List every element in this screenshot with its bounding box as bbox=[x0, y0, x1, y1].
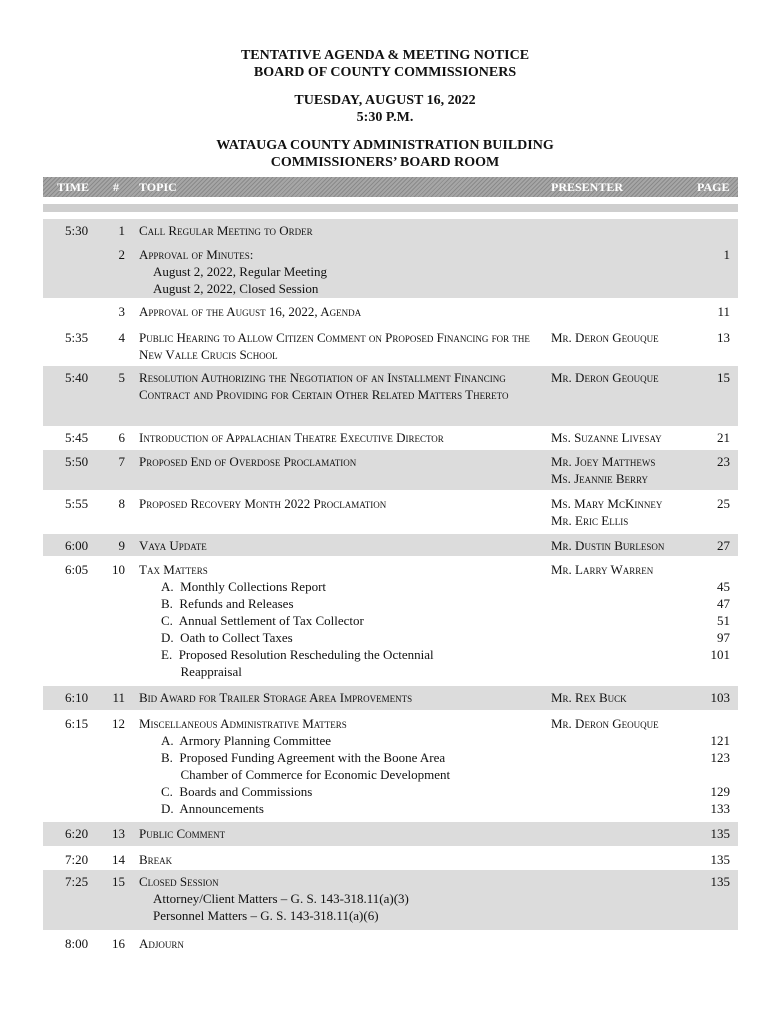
page-number: 135 bbox=[710, 874, 730, 889]
presenter-name: Mr. Dustin Burleson bbox=[551, 538, 665, 553]
item-time: 5:50 bbox=[65, 454, 89, 469]
col-number: # bbox=[113, 180, 119, 194]
page-number: 45 bbox=[717, 579, 730, 594]
item-sub-topic: B. Refunds and Releases bbox=[161, 596, 294, 611]
item-topic-title: Introduction of Appalachian Theatre Executive Director bbox=[139, 430, 444, 445]
item-topic bbox=[139, 935, 549, 952]
item-sub-topic: D. Announcements bbox=[161, 801, 264, 816]
agenda-item-row bbox=[43, 932, 738, 954]
page-number: 121 bbox=[710, 733, 730, 748]
item-time: 6:20 bbox=[65, 826, 89, 841]
page-number: 25 bbox=[717, 496, 730, 511]
item-presenter bbox=[551, 369, 701, 386]
item-topic-title: Miscellaneous Administrative Matters bbox=[139, 716, 347, 731]
item-sub-topic: D. Oath to Collect Taxes bbox=[161, 630, 293, 645]
item-topic bbox=[139, 495, 549, 512]
item-topic bbox=[139, 851, 549, 868]
item-time: 5:35 bbox=[65, 330, 89, 345]
item-presenter bbox=[551, 689, 701, 706]
page-number: 11 bbox=[717, 304, 730, 319]
item-topic-title: Proposed End of Overdose Proclamation bbox=[139, 454, 357, 469]
item-presenter bbox=[551, 561, 701, 578]
page-number bbox=[680, 715, 730, 732]
item-topic-title: Bid Award for Trailer Storage Area Improvements bbox=[139, 690, 413, 705]
item-number: 2 bbox=[118, 247, 125, 262]
agenda-item-row bbox=[43, 686, 738, 710]
header-separator bbox=[43, 204, 738, 212]
agenda-item-row bbox=[43, 848, 738, 870]
item-topic-title: Call Regular Meeting to Order bbox=[139, 223, 313, 238]
col-page: PAGE bbox=[697, 180, 730, 194]
item-page bbox=[680, 537, 730, 554]
meeting-time: 5:30 P.M. bbox=[356, 110, 414, 125]
item-number: 1 bbox=[118, 223, 125, 238]
item-topic bbox=[139, 689, 549, 706]
agenda-item-row bbox=[43, 712, 738, 820]
page-number: 15 bbox=[717, 370, 730, 385]
item-sub-topic: Attorney/Client Matters – G. S. 143-318.11(a)(3) bbox=[153, 891, 409, 906]
item-topic-title: Resolution Authorizing the Negotiation of an Installment Financing Contract and Providing for Certain Other Related Matters Thereto bbox=[139, 370, 509, 402]
item-presenter bbox=[551, 453, 701, 487]
item-sub-topic: Personnel Matters – G. S. 143-318.11(a)(6) bbox=[153, 908, 379, 923]
item-topic bbox=[139, 825, 549, 842]
item-topic bbox=[139, 329, 549, 363]
item-number: 7 bbox=[118, 454, 125, 469]
page-number: 133 bbox=[710, 801, 730, 816]
page-number: 13 bbox=[717, 330, 730, 345]
item-topic-title: Tax Matters bbox=[139, 562, 208, 577]
presenter-name: Mr. Rex Buck bbox=[551, 690, 627, 705]
item-number: 4 bbox=[118, 330, 125, 345]
item-topic bbox=[139, 429, 549, 446]
agenda-item-row bbox=[43, 219, 738, 243]
col-presenter: PRESENTER bbox=[551, 180, 624, 194]
item-page bbox=[680, 303, 730, 320]
item-topic bbox=[139, 561, 549, 680]
item-sub-topic: August 2, 2022, Regular Meeting bbox=[153, 264, 328, 279]
presenter-name: Mr. Larry Warren bbox=[551, 562, 654, 577]
item-presenter bbox=[551, 715, 701, 732]
item-page bbox=[680, 825, 730, 842]
item-topic bbox=[139, 246, 549, 297]
item-topic bbox=[139, 453, 549, 470]
agenda-item-row bbox=[43, 558, 738, 684]
agenda-item-row bbox=[43, 300, 738, 324]
presenter-name: Mr. Deron Geouque bbox=[551, 330, 659, 345]
item-time: 7:20 bbox=[65, 852, 89, 867]
item-number: 15 bbox=[112, 874, 125, 889]
item-page bbox=[680, 851, 730, 868]
item-page bbox=[680, 429, 730, 446]
item-time: 5:40 bbox=[65, 370, 89, 385]
item-topic bbox=[139, 715, 549, 817]
item-time: 6:15 bbox=[65, 716, 89, 731]
item-page bbox=[680, 369, 730, 386]
item-sub-topic: August 2, 2022, Closed Session bbox=[153, 281, 319, 296]
item-presenter bbox=[551, 429, 701, 446]
item-presenter bbox=[551, 495, 701, 529]
meeting-location: WATAUGA COUNTY ADMINISTRATION BUILDING bbox=[216, 138, 554, 153]
agenda-title: TENTATIVE AGENDA & MEETING NOTICE bbox=[240, 48, 530, 63]
agenda-item-row bbox=[43, 326, 738, 364]
item-topic bbox=[139, 537, 549, 554]
presenter-name: Mr. Eric Ellis bbox=[551, 513, 629, 528]
item-topic bbox=[139, 873, 549, 924]
presenter-name: Ms. Jeannie Berry bbox=[551, 471, 649, 486]
page-number: 129 bbox=[710, 784, 730, 799]
item-page bbox=[680, 561, 730, 663]
item-topic-title: Vaya Update bbox=[139, 538, 207, 553]
item-sub-topic: B. Proposed Funding Agreement with the Boone Area bbox=[161, 750, 446, 765]
item-sub-topic: C. Boards and Commissions bbox=[161, 784, 313, 799]
item-sub-topic: A. Armory Planning Committee bbox=[161, 733, 332, 748]
item-sub-topic: Chamber of Commerce for Economic Development bbox=[161, 767, 451, 782]
item-page bbox=[680, 453, 730, 470]
item-number: 14 bbox=[112, 852, 125, 867]
item-number: 11 bbox=[112, 690, 125, 705]
item-number: 9 bbox=[118, 538, 125, 553]
page-number: 135 bbox=[710, 826, 730, 841]
item-number: 13 bbox=[112, 826, 125, 841]
col-topic: TOPIC bbox=[139, 180, 177, 194]
item-number: 16 bbox=[112, 936, 125, 951]
agenda-item-row bbox=[43, 366, 738, 426]
page-number: 23 bbox=[717, 454, 730, 469]
item-time: 6:10 bbox=[65, 690, 89, 705]
agenda-table-header bbox=[43, 177, 738, 197]
item-topic-title: Break bbox=[139, 852, 173, 867]
item-sub-topic: C. Annual Settlement of Tax Collector bbox=[161, 613, 364, 628]
page-number: 27 bbox=[717, 538, 730, 553]
page-number bbox=[680, 766, 730, 783]
agenda-item-row bbox=[43, 534, 738, 556]
page-number: 135 bbox=[710, 852, 730, 867]
page-number: 123 bbox=[710, 750, 730, 765]
item-sub-topic: A. Monthly Collections Report bbox=[161, 579, 327, 594]
item-topic bbox=[139, 369, 549, 403]
item-number: 3 bbox=[118, 304, 125, 319]
agenda-item-row bbox=[43, 450, 738, 490]
presenter-name: Mr. Deron Geouque bbox=[551, 716, 659, 731]
item-time: 5:55 bbox=[65, 496, 89, 511]
item-time: 8:00 bbox=[65, 936, 89, 951]
item-sub-topic: Reappraisal bbox=[161, 664, 242, 679]
item-topic bbox=[139, 222, 549, 239]
item-topic-title: Public Comment bbox=[139, 826, 226, 841]
item-time: 6:05 bbox=[65, 562, 89, 577]
page-number: 1 bbox=[723, 247, 730, 262]
agenda-item-row bbox=[43, 870, 738, 930]
page-number: 51 bbox=[717, 613, 730, 628]
col-time: TIME bbox=[57, 180, 90, 194]
item-presenter bbox=[551, 537, 701, 554]
agenda-item-row bbox=[43, 243, 738, 298]
item-page bbox=[680, 495, 730, 512]
agenda-item-row bbox=[43, 822, 738, 846]
item-topic bbox=[139, 303, 549, 320]
item-topic-title: Closed Session bbox=[139, 874, 219, 889]
agenda-item-row bbox=[43, 492, 738, 532]
agenda-item-row bbox=[43, 426, 738, 450]
presenter-name: Ms. Suzanne Livesay bbox=[551, 430, 662, 445]
page-number: 101 bbox=[710, 647, 730, 662]
item-topic-title: Approval of Minutes: bbox=[139, 247, 254, 262]
presenter-name: Ms. Mary McKinney bbox=[551, 496, 663, 511]
item-number: 10 bbox=[112, 562, 125, 577]
item-number: 12 bbox=[112, 716, 125, 731]
item-number: 6 bbox=[118, 430, 125, 445]
item-page bbox=[680, 689, 730, 706]
meeting-room: COMMISSIONERS’ BOARD ROOM bbox=[270, 155, 500, 170]
item-time: 5:30 bbox=[65, 223, 89, 238]
item-time: 5:45 bbox=[65, 430, 89, 445]
item-topic-title: Public Hearing to Allow Citizen Comment on Proposed Financing for the New Valle Crucis School bbox=[139, 330, 530, 362]
item-sub-topic: E. Proposed Resolution Rescheduling the Octennial bbox=[161, 647, 434, 662]
item-page bbox=[680, 715, 730, 817]
item-page bbox=[680, 329, 730, 346]
item-topic-title: Approval of the August 16, 2022, Agenda bbox=[139, 304, 362, 319]
presenter-name: Mr. Joey Matthews bbox=[551, 454, 656, 469]
item-time: 6:00 bbox=[65, 538, 89, 553]
item-page bbox=[680, 873, 730, 890]
board-name: BOARD OF COUNTY COMMISSIONERS bbox=[253, 65, 517, 80]
item-presenter bbox=[551, 329, 701, 346]
page-number: 47 bbox=[717, 596, 730, 611]
page-number: 97 bbox=[717, 630, 730, 645]
page-number bbox=[680, 561, 730, 578]
item-time: 7:25 bbox=[65, 874, 89, 889]
item-topic-title: Adjourn bbox=[139, 936, 184, 951]
meeting-date: TUESDAY, AUGUST 16, 2022 bbox=[294, 93, 476, 108]
item-page bbox=[680, 246, 730, 263]
presenter-name: Mr. Deron Geouque bbox=[551, 370, 659, 385]
item-topic-title: Proposed Recovery Month 2022 Proclamation bbox=[139, 496, 387, 511]
item-number: 5 bbox=[118, 370, 125, 385]
item-number: 8 bbox=[118, 496, 125, 511]
page-number: 21 bbox=[717, 430, 730, 445]
page-number: 103 bbox=[710, 690, 730, 705]
